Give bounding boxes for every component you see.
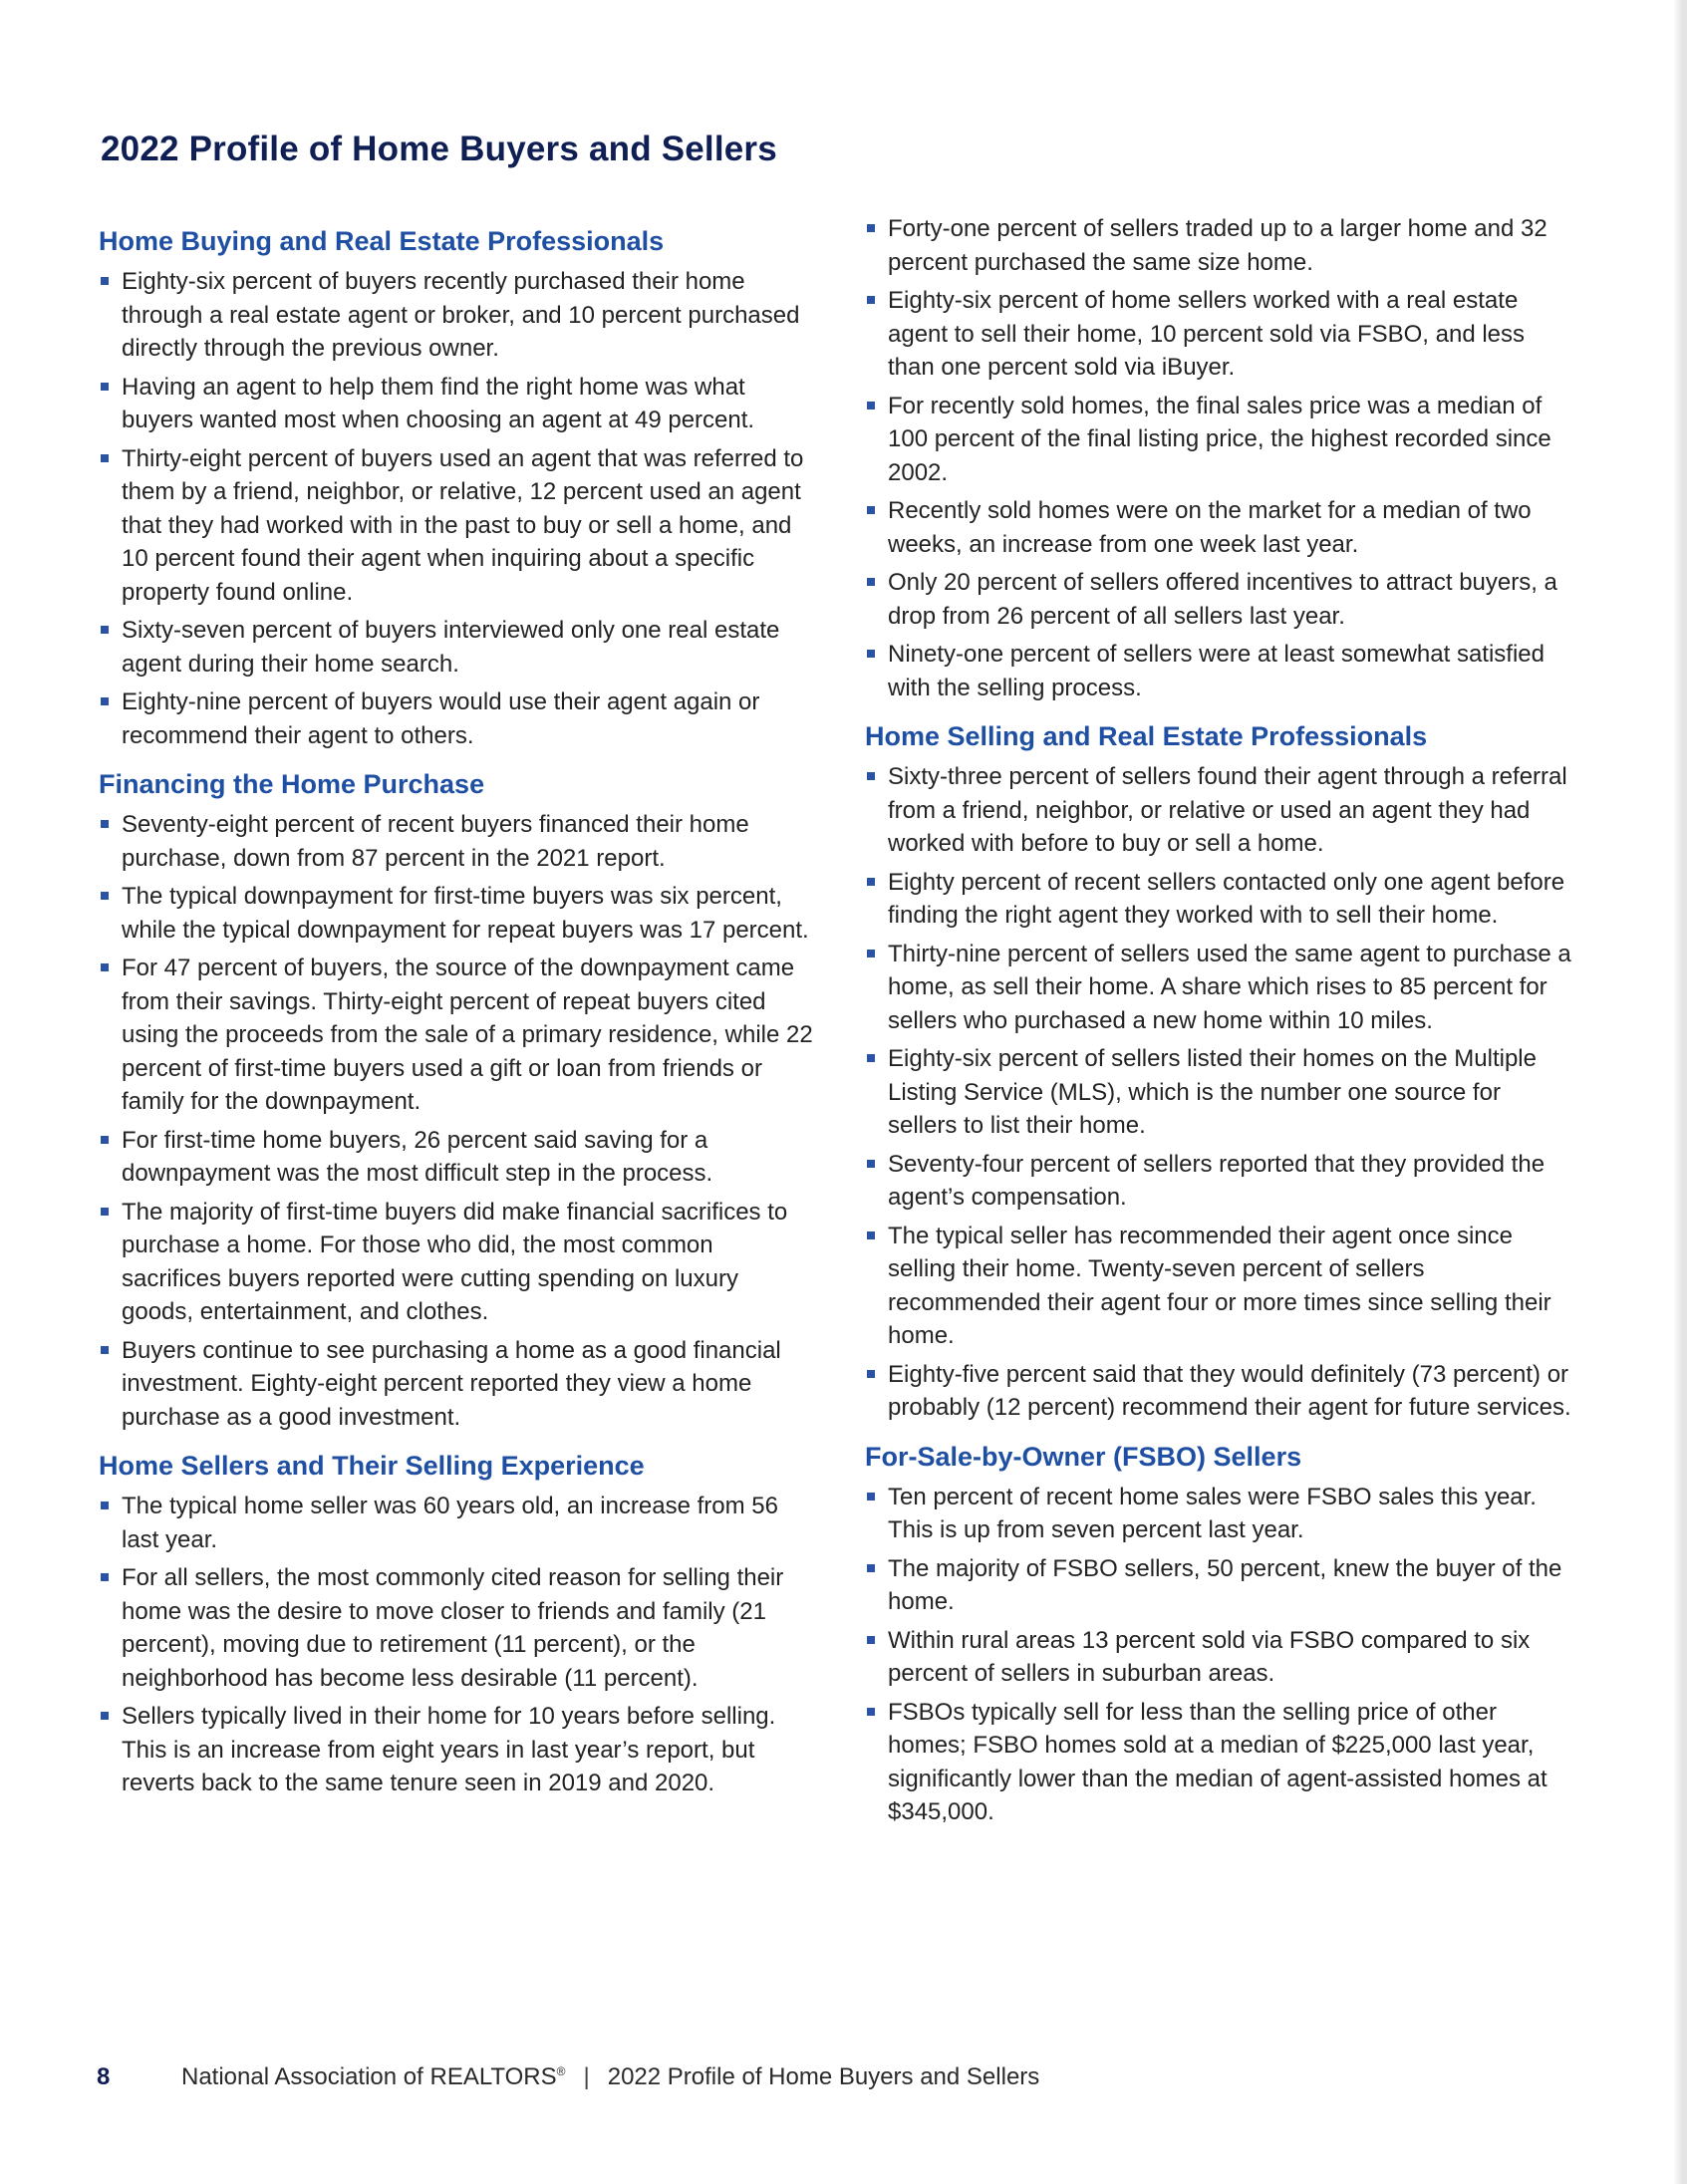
page-edge-shadow (1673, 0, 1687, 2184)
bullet-item: The typical home seller was 60 years old, an increase from 56 last year. (97, 1490, 816, 1556)
section-heading: Home Sellers and Their Selling Experience (99, 1451, 645, 1481)
bullet-item: Within rural areas 13 percent sold via FSBO compared to six percent of sellers in suburban areas. (863, 1624, 1575, 1691)
bullet-item: Eighty-five percent said that they would definitely (73 percent) or probably (12 percent) recommend their agent for future services. (863, 1358, 1575, 1425)
bullet-item: For first-time home buyers, 26 percent said saving for a downpayment was the most difficult step in the process. (97, 1124, 816, 1191)
bullet-item: Eighty percent of recent sellers contacted only one agent before finding the right agent they worked with to sell their home. (863, 866, 1575, 933)
registered-trademark: ® (556, 2064, 566, 2078)
bullet-item: Thirty-nine percent of sellers used the same agent to purchase a home, as sell their home. A share which rises to 85 percent for sellers who purchased a new home within 10 miles. (863, 938, 1575, 1038)
bullet-item: Sixty-seven percent of buyers interviewed only one real estate agent during their home search. (97, 614, 816, 681)
bullet-item: Eighty-six percent of sellers listed their homes on the Multiple Listing Service (MLS), which is the number one source for sellers to list their home. (863, 1042, 1575, 1143)
bullet-list (97, 1490, 816, 1800)
bullet-list (863, 212, 1575, 704)
section-heading: Home Buying and Real Estate Professionals (99, 226, 665, 256)
bullet-list (863, 1481, 1575, 1829)
footer-separator: | (583, 2063, 590, 2090)
bullet-item: Only 20 percent of sellers offered incentives to attract buyers, a drop from 26 percent of all sellers last year. (863, 566, 1575, 633)
bullet-item: Ninety-one percent of sellers were at least somewhat satisfied with the selling process. (863, 638, 1575, 704)
bullet-item: For recently sold homes, the final sales price was a median of 100 percent of the final listing price, the highest recorded since 2002. (863, 390, 1575, 490)
bullet-item: The typical seller has recommended their agent once since selling their home. Twenty-seven percent of sellers recommended their agent four or more times since selling their home. (863, 1220, 1575, 1353)
bullet-item: Sixty-three percent of sellers found their agent through a referral from a friend, neighbor, or relative or used an agent they had worked with before to buy or sell a home. (863, 760, 1575, 861)
bullet-item: Having an agent to help them find the right home was what buyers wanted most when choosing an agent at 49 percent. (97, 371, 816, 437)
bullet-item: The majority of first-time buyers did make financial sacrifices to purchase a home. For those who did, the most common sacrifices buyers reported were cutting spending on luxury goods, entertainment, and clothes. (97, 1196, 816, 1329)
bullet-item: Seventy-four percent of sellers reported that they provided the agent’s compensation. (863, 1148, 1575, 1215)
bullet-item: Thirty-eight percent of buyers used an agent that was referred to them by a friend, neighbor, or relative, 12 percent used an agent that they had worked with in the past to buy or sell a home, and 10 percent found their agent when inquiring about a specific property found online. (97, 442, 816, 610)
bullet-item: Eighty-nine percent of buyers would use their agent again or recommend their agent to others. (97, 685, 816, 752)
bullet-item: For 47 percent of buyers, the source of the downpayment came from their savings. Thirty-eight percent of repeat buyers cited using the proceeds from the sale of a primary residence, while 22 percent of first-time buyers used a gift or loan from friends or family for the downpayment. (97, 952, 816, 1119)
bullet-list (863, 760, 1575, 1425)
page-number: 8 (97, 2063, 111, 2090)
bullet-item: The majority of FSBO sellers, 50 percent, knew the buyer of the home. (863, 1552, 1575, 1619)
bullet-item: FSBOs typically sell for less than the selling price of other homes; FSBO homes sold at a median of $225,000 last year, significantly lower than the median of agent-assisted homes at $345,000. (863, 1696, 1575, 1829)
bullet-item: For all sellers, the most commonly cited reason for selling their home was the desire to move closer to friends and family (21 percent), moving due to retirement (11 percent), or the neighborhood has become less desirable (11 percent). (97, 1561, 816, 1695)
section (863, 212, 1575, 704)
page-title: 2022 Profile of Home Buyers and Sellers (101, 130, 777, 168)
bullet-item: Sellers typically lived in their home for 10 years before selling. This is an increase from eight years in last year’s report, but reverts back to the same tenure seen in 2019 and 2020. (97, 1700, 816, 1800)
section-heading: Home Selling and Real Estate Professionals (865, 721, 1428, 751)
bullet-item: Eighty-six percent of home sellers worked with a real estate agent to sell their home, 10 percent sold via FSBO, and less than one percent sold via iBuyer. (863, 284, 1575, 385)
footer-publication: 2022 Profile of Home Buyers and Sellers (607, 2063, 1040, 2090)
section (97, 1448, 816, 1800)
bullet-list (97, 808, 816, 1434)
bullet-item: The typical downpayment for first-time buyers was six percent, while the typical downpayment for repeat buyers was 17 percent. (97, 880, 816, 947)
right-column (863, 212, 1575, 1843)
bullet-list (97, 265, 816, 752)
bullet-item: Ten percent of recent home sales were FSBO sales this year. This is up from seven percent last year. (863, 1481, 1575, 1547)
section-heading: Financing the Home Purchase (99, 769, 485, 799)
bullet-item: Forty-one percent of sellers traded up to a larger home and 32 percent purchased the same size home. (863, 212, 1575, 279)
bullet-item: Seventy-eight percent of recent buyers financed their home purchase, down from 87 percent in the 2021 report. (97, 808, 816, 875)
section (97, 223, 816, 752)
bullet-item: Eighty-six percent of buyers recently purchased their home through a real estate agent or broker, and 10 percent purchased directly through the previous owner. (97, 265, 816, 366)
section (97, 766, 816, 1434)
left-column (97, 223, 816, 1814)
section (863, 718, 1575, 1425)
page-footer (97, 2063, 1039, 2091)
bullet-item: Buyers continue to see purchasing a home as a good financial investment. Eighty-eight percent reported they view a home purchase as a good investment. (97, 1334, 816, 1435)
section (863, 1439, 1575, 1829)
section-heading: For-Sale-by-Owner (FSBO) Sellers (865, 1441, 1302, 1472)
bullet-item: Recently sold homes were on the market for a median of two weeks, an increase from one week last year. (863, 494, 1575, 561)
footer-organization: National Association of REALTORS (181, 2063, 557, 2090)
